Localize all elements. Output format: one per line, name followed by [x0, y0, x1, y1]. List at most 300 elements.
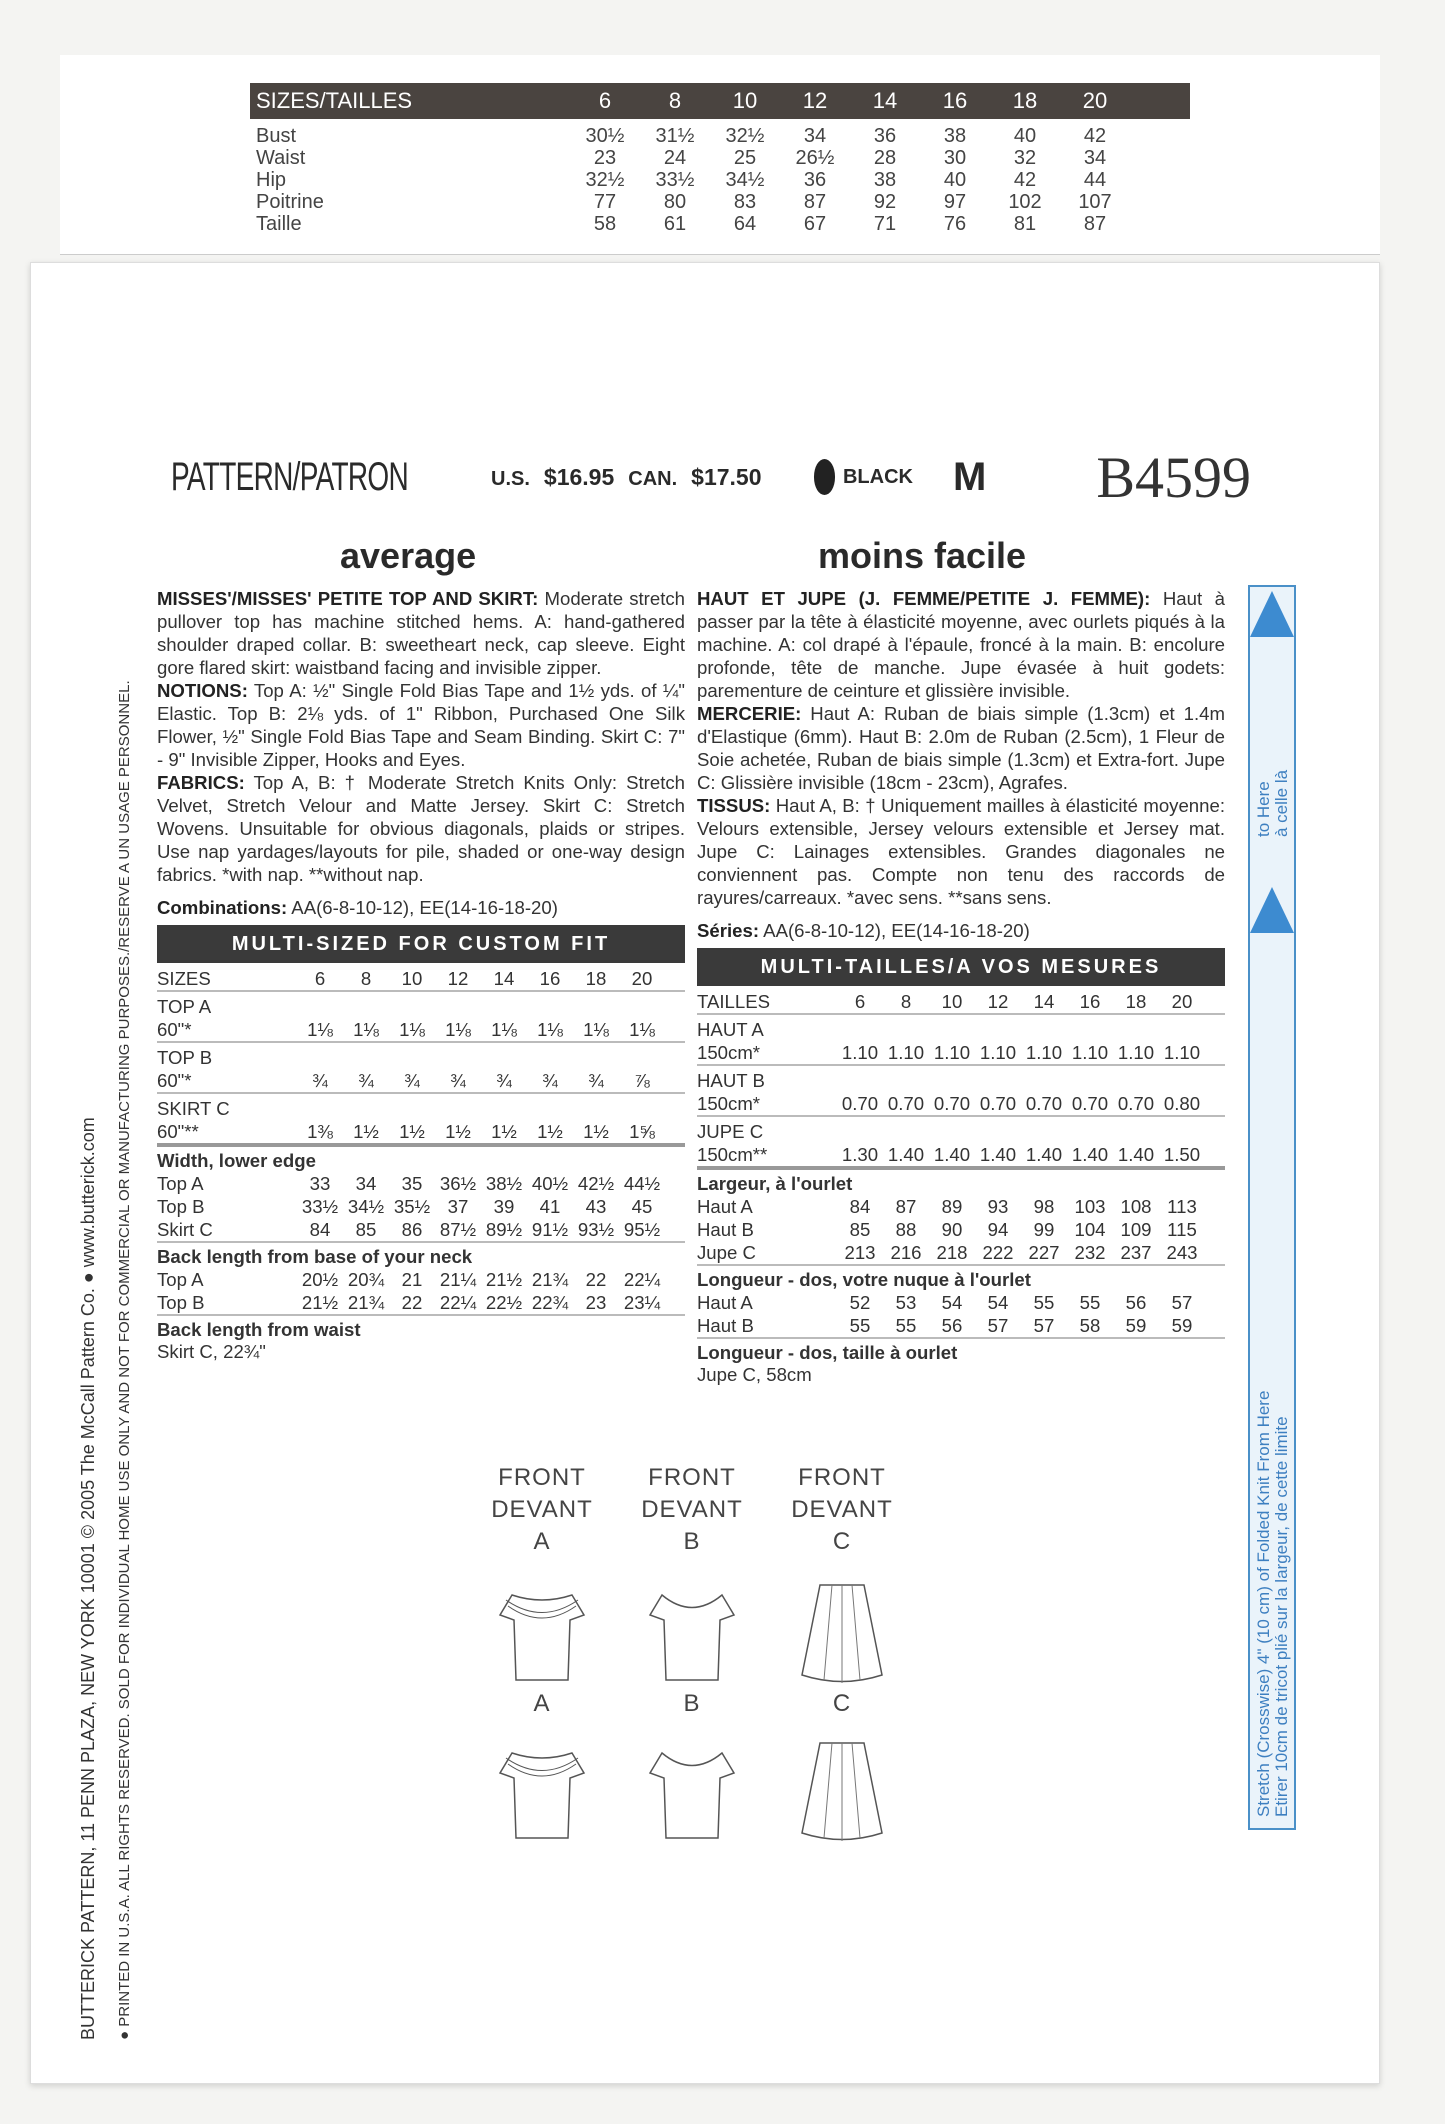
- yardage: ¾: [542, 1070, 558, 1091]
- yardage: 0.70: [933, 1093, 971, 1114]
- desc-text: Moderate stretch pullover top has machine stitched hems. A: hand-gathered shoulder draped collar. B: sweetheart neck, cap sleeve. Eight gore flared skirt: waistband facing and invisible zipper.: [157, 588, 686, 678]
- row-name: Jupe C: [697, 1242, 756, 1263]
- width_rows-row: [697, 1195, 1225, 1218]
- notions-text: Haut A: Ruban de biais simple (1.3cm) et 1.4m d'Elastique (6mm). Haut B: 2.0m de Ruban (2.5cm), 1 Fleur de Soie achetée, Ruban de biais simple (1.3cm) et Extra-fort. Jupe C: Glissière invisible (18cm - 23cm), Agrafes.: [697, 703, 1225, 793]
- cell: 26½: [795, 147, 835, 169]
- yardage: 1.10: [1071, 1042, 1109, 1063]
- cell: 83: [733, 191, 757, 213]
- yardage: ¾: [312, 1070, 328, 1091]
- view-name: TOP A: [157, 996, 212, 1017]
- measure: 108: [1120, 1196, 1152, 1217]
- yardage: 1.30: [841, 1144, 879, 1165]
- yardage: 0.70: [887, 1093, 925, 1114]
- yardage: 1⅜: [307, 1121, 333, 1142]
- cell: 40: [943, 169, 967, 191]
- yardage: 1.10: [1163, 1042, 1201, 1063]
- measure: 227: [1028, 1242, 1060, 1263]
- back_rows-row: [697, 1291, 1225, 1314]
- size: 6: [598, 88, 612, 113]
- yardage-row: [697, 1066, 1225, 1117]
- measure: 21¾: [531, 1269, 569, 1290]
- fabric-width: 150cm**: [697, 1144, 768, 1165]
- table-title: MULTI-TAILLES/A VOS MESURES: [697, 948, 1225, 986]
- yardage: 1.40: [979, 1144, 1017, 1165]
- measure: 52: [849, 1292, 871, 1313]
- english-column: [157, 587, 685, 1363]
- width_rows-row: [157, 1218, 685, 1241]
- combinations: [697, 919, 1225, 942]
- measure: 99: [1033, 1219, 1055, 1240]
- yardage-values: [697, 1143, 1225, 1166]
- difficulty-en: average: [340, 535, 477, 576]
- sizes-row: [697, 990, 1225, 1015]
- back_rows-row: [157, 1268, 685, 1291]
- size: 16: [539, 968, 561, 989]
- measure: 57: [1171, 1292, 1193, 1313]
- stretch-text: Stretch (Crosswise) 4" (10 cm) of Folded Knit From Here: [1254, 1390, 1273, 1817]
- cell: 64: [733, 213, 757, 235]
- top-sketch-icon: [642, 1738, 742, 1848]
- cell: 97: [943, 191, 967, 213]
- yardage: 1½: [491, 1121, 517, 1142]
- cell: 102: [1008, 191, 1042, 213]
- measure: 95½: [623, 1219, 661, 1240]
- yardage: 1.40: [1071, 1144, 1109, 1165]
- yardage: ¾: [450, 1070, 466, 1091]
- yardage: 1.40: [933, 1144, 971, 1165]
- measure: 33½: [301, 1196, 339, 1217]
- measure: 22¼: [623, 1269, 661, 1290]
- stretch-gauge: [1248, 585, 1296, 1830]
- cell: 33½: [655, 169, 695, 191]
- back_rows-title: Back length from base of your neck: [157, 1246, 473, 1267]
- yardage: 1⅛: [399, 1019, 425, 1040]
- cell: 34: [1083, 147, 1107, 169]
- yardage: 1.10: [979, 1042, 1017, 1063]
- size: 8: [360, 968, 372, 989]
- yardage: 0.70: [1025, 1093, 1063, 1114]
- yardage-row: [157, 1094, 685, 1147]
- size-chart-row: [250, 213, 1130, 235]
- measure: 115: [1167, 1219, 1197, 1240]
- measure: 88: [895, 1219, 917, 1240]
- cell: 77: [593, 191, 617, 213]
- color-label: BLACK: [842, 465, 913, 488]
- yardage: 1.10: [841, 1042, 879, 1063]
- skirt-sketch-icon: [792, 1738, 892, 1848]
- cell: 36: [803, 169, 827, 191]
- yardage-values: [157, 1018, 685, 1041]
- measure: 98: [1033, 1196, 1055, 1217]
- measure: 222: [982, 1242, 1014, 1263]
- view-label: [487, 1462, 597, 1558]
- french-column: [697, 587, 1225, 1386]
- combinations-value: AA(6-8-10-12), EE(14-16-18-20): [759, 920, 1030, 941]
- waist-value: Skirt C, 22¾": [157, 1341, 266, 1362]
- size-chart-row: [250, 191, 1130, 213]
- measure: 22: [401, 1292, 423, 1313]
- row-label: Bust: [256, 125, 297, 147]
- row-name: Haut B: [697, 1219, 754, 1240]
- back-view-letter: B: [683, 1690, 701, 1717]
- description: [157, 587, 685, 919]
- yardage: 1½: [445, 1121, 471, 1142]
- cell: 107: [1078, 191, 1112, 213]
- measure: 90: [941, 1219, 963, 1240]
- size: 10: [401, 968, 423, 989]
- view-letter: B: [683, 1528, 701, 1555]
- measure: 35½: [393, 1196, 431, 1217]
- yardage: 1⅛: [307, 1019, 333, 1040]
- devant-label: DEVANT: [641, 1496, 743, 1523]
- yardage: 1½: [399, 1121, 425, 1142]
- yardage: 1⅛: [583, 1019, 609, 1040]
- measure: 36½: [439, 1173, 477, 1194]
- measure: 35: [401, 1173, 423, 1194]
- waist-value: Jupe C, 58cm: [697, 1364, 812, 1385]
- view-name: JUPE C: [697, 1121, 764, 1142]
- row-name: Skirt C: [157, 1219, 213, 1240]
- desc-title: MISSES'/MISSES' PETITE TOP AND SKIRT:: [157, 588, 539, 609]
- row-label: Taille: [256, 213, 302, 235]
- measure: 55: [849, 1315, 871, 1336]
- size: 16: [942, 88, 968, 113]
- size: 20: [1082, 88, 1108, 113]
- yardage: 1⅝: [629, 1121, 655, 1142]
- yardage-row: [697, 1015, 1225, 1066]
- cell: 25: [733, 147, 757, 169]
- size: 14: [872, 88, 898, 113]
- cell: 24: [663, 147, 687, 169]
- width_rows-section: [157, 1150, 685, 1243]
- measure: 89½: [485, 1219, 523, 1240]
- width_rows-row: [157, 1195, 685, 1218]
- front-label: FRONT: [498, 1464, 586, 1491]
- combinations-label: Combinations:: [157, 897, 288, 918]
- size: 18: [585, 968, 607, 989]
- size-chart-row: [250, 125, 1130, 147]
- measure: 59: [1125, 1315, 1147, 1336]
- row-name: Top A: [157, 1269, 204, 1290]
- size-chart-strip: [60, 55, 1380, 255]
- cell: 71: [873, 213, 897, 235]
- us-price: $16.95: [543, 463, 615, 490]
- yardage-values: [697, 1092, 1225, 1115]
- measure: 37: [447, 1196, 469, 1217]
- size: 12: [802, 88, 828, 113]
- sizes-label: TAILLES: [697, 991, 771, 1012]
- measure: 103: [1074, 1196, 1106, 1217]
- notions-paragraph: [697, 702, 1225, 794]
- measure: 44½: [623, 1173, 661, 1194]
- measure: 87½: [439, 1219, 477, 1240]
- size-chart-row: [250, 169, 1130, 191]
- cell: 32: [1013, 147, 1037, 169]
- measure: 113: [1167, 1196, 1197, 1217]
- measure: 58: [1079, 1315, 1101, 1336]
- pattern-header: [171, 444, 1251, 510]
- row-name: Haut A: [697, 1292, 753, 1313]
- measure: 23¼: [623, 1292, 661, 1313]
- measure: 23: [585, 1292, 607, 1313]
- yardage: 1⅛: [445, 1019, 471, 1040]
- measure: 54: [941, 1292, 963, 1313]
- fabrics-title: FABRICS:: [157, 772, 245, 793]
- fabric-width: 60"*: [157, 1019, 192, 1040]
- cell: 80: [663, 191, 687, 213]
- to-here-text: to Here: [1254, 781, 1273, 837]
- measure: 20¾: [347, 1269, 385, 1290]
- cell: 34: [803, 125, 827, 147]
- measure: 216: [890, 1242, 922, 1263]
- top-sketch-icon: [642, 1580, 742, 1690]
- view-letter: C: [832, 1528, 852, 1555]
- fabrics-text: Haut A, B: † Uniquement mailles à élasticité moyenne: Velours extensible, Jersey velours extensible et Jersey mat. Jupe C: Lainages extensibles. Grandes diagonales ne conviennent pas. Compte non tenu des raccords de rayures/carreaux. *avec sens. **sans sens.: [697, 795, 1225, 908]
- cell: 61: [663, 213, 687, 235]
- yardage: ¾: [404, 1070, 420, 1091]
- measure: 38½: [485, 1173, 523, 1194]
- cell: 38: [873, 169, 897, 191]
- size-chart-row: [250, 147, 1130, 169]
- measure: 55: [1079, 1292, 1101, 1313]
- yardage-values: [697, 1041, 1225, 1064]
- fabric-width: 150cm*: [697, 1042, 761, 1063]
- cell: 81: [1013, 213, 1037, 235]
- measure: 55: [1033, 1292, 1055, 1313]
- yardage: 1½: [583, 1121, 609, 1142]
- yardage: 0.70: [1071, 1093, 1109, 1114]
- fabrics-paragraph: [157, 771, 685, 886]
- width_rows-title: Width, lower edge: [157, 1150, 316, 1171]
- measure: 22¾: [531, 1292, 569, 1313]
- measure: 85: [849, 1219, 871, 1240]
- notions-title: MERCERIE:: [697, 703, 802, 724]
- measure: 57: [1033, 1315, 1055, 1336]
- notions-title: NOTIONS:: [157, 680, 248, 701]
- measure: 104: [1074, 1219, 1106, 1240]
- pattern-number: B4599: [1096, 444, 1251, 510]
- size: 20: [631, 968, 653, 989]
- cell: 38: [943, 125, 967, 147]
- difficulty-fr: moins facile: [818, 535, 1027, 576]
- cell: 87: [803, 191, 827, 213]
- measure: 21¾: [347, 1292, 385, 1313]
- width_rows-row: [697, 1241, 1225, 1264]
- yardage: 1.10: [933, 1042, 971, 1063]
- yardage-values: [157, 1120, 685, 1143]
- measure: 56: [1125, 1292, 1147, 1313]
- yardage: 1½: [537, 1121, 563, 1142]
- view-name: TOP B: [157, 1047, 213, 1068]
- measure: 93½: [577, 1219, 615, 1240]
- cell: 34½: [725, 169, 765, 191]
- yardage: ¾: [588, 1070, 604, 1091]
- yardage: 0.70: [841, 1093, 879, 1114]
- cell: 31½: [655, 125, 695, 147]
- view-name: HAUT B: [697, 1070, 765, 1091]
- cell: 32½: [725, 125, 765, 147]
- measure: 84: [309, 1219, 331, 1240]
- desc-title: HAUT ET JUPE (J. FEMME/PETITE J. FEMME):: [697, 588, 1151, 609]
- yardage: 1.40: [887, 1144, 925, 1165]
- measure: 33: [309, 1173, 331, 1194]
- combinations-label: Séries:: [697, 920, 760, 941]
- size: 14: [493, 968, 515, 989]
- yardage: 1⅛: [353, 1019, 379, 1040]
- black-dot-icon: [814, 459, 835, 495]
- measure: 86: [401, 1219, 423, 1240]
- table-title: MULTI-SIZED FOR CUSTOM FIT: [157, 925, 685, 963]
- measure: 57: [987, 1315, 1009, 1336]
- back_rows-section: [157, 1246, 685, 1316]
- yardage: 0.80: [1163, 1093, 1201, 1114]
- yardage-row: [697, 1117, 1225, 1170]
- yardage: 1⅛: [537, 1019, 563, 1040]
- measure: 21¼: [439, 1269, 477, 1290]
- notions-paragraph: [157, 679, 685, 771]
- size: 8: [900, 991, 912, 1012]
- cell: 44: [1083, 169, 1107, 191]
- measure: 53: [895, 1292, 917, 1313]
- back-view-letter: C: [832, 1690, 852, 1717]
- row-name: Top B: [157, 1292, 205, 1313]
- measure: 59: [1171, 1315, 1193, 1336]
- yardage: 1.10: [1117, 1042, 1155, 1063]
- cell: 30: [943, 147, 967, 169]
- measure: 85: [355, 1219, 377, 1240]
- pattern-label: PATTERN/PATRON: [171, 454, 409, 499]
- yardage: 1.10: [1025, 1042, 1063, 1063]
- yardage: 1.40: [1117, 1144, 1155, 1165]
- view-label: [787, 1462, 897, 1558]
- measure: 218: [936, 1242, 968, 1263]
- row-label: Poitrine: [256, 191, 324, 213]
- size: 12: [987, 991, 1009, 1012]
- width_rows-section: [697, 1173, 1225, 1266]
- view-name: SKIRT C: [157, 1098, 230, 1119]
- row-label: Waist: [256, 147, 306, 169]
- to-here-text-fr: à celle là: [1272, 769, 1291, 837]
- back_rows-row: [157, 1291, 685, 1314]
- measure: 84: [849, 1196, 871, 1217]
- yardage: ⅞: [634, 1070, 650, 1091]
- cell: 42: [1013, 169, 1037, 191]
- fabrics-paragraph: [697, 794, 1225, 909]
- waist-title: Longueur - dos, taille à ourlet: [697, 1342, 958, 1363]
- view-label: [637, 1462, 747, 1558]
- fabrics-title: TISSUS:: [697, 795, 771, 816]
- width_rows-row: [697, 1218, 1225, 1241]
- back_rows-section: [697, 1269, 1225, 1339]
- yardage: ¾: [358, 1070, 374, 1091]
- rights-text: ● PRINTED IN U.S.A. ALL RIGHTS RESERVED. SOLD FOR INDIVIDUAL HOME USE ONLY AND NOT FOR COMMERCIAL OR MANUFACTURING PURPOSES./RESERVE A UN USAGE PERSONNEL.: [116, 680, 133, 2040]
- measure: 243: [1166, 1242, 1198, 1263]
- back_rows-title: Longueur - dos, votre nuque à l'ourlet: [697, 1269, 1031, 1290]
- yardage: 1⅛: [629, 1019, 655, 1040]
- yardage-table: [157, 925, 685, 1363]
- measure: 87: [895, 1196, 917, 1217]
- publisher-text: BUTTERICK PATTERN, 11 PENN PLAZA, NEW YORK 10001 © 2005 The McCall Pattern Co. ● www.butterick.com: [78, 1117, 98, 2040]
- yardage: 1.40: [1025, 1144, 1063, 1165]
- measure: 45: [631, 1196, 653, 1217]
- size-range: M: [952, 454, 987, 499]
- desc-paragraph: [157, 587, 685, 679]
- measure: 91½: [531, 1219, 569, 1240]
- size-chart-header: [250, 83, 1190, 119]
- measure: 94: [987, 1219, 1009, 1240]
- devant-label: DEVANT: [491, 1496, 593, 1523]
- yardage: ¾: [496, 1070, 512, 1091]
- cell: 30½: [585, 125, 625, 147]
- yardage-values: [157, 1069, 685, 1092]
- stretch-text-fr: Etirer 10cm de tricot plié sur la largeur, de cette limite: [1272, 1416, 1291, 1817]
- row-label: Hip: [256, 169, 287, 191]
- measure: 21½: [485, 1269, 523, 1290]
- top-sketch-icon: [492, 1738, 592, 1848]
- sizes-row: [157, 967, 685, 992]
- skirt-sketch-icon: [792, 1580, 892, 1690]
- measure: 22½: [485, 1292, 523, 1313]
- arrow-up-icon: [1250, 887, 1294, 933]
- yardage-table: [697, 948, 1225, 1386]
- measure: 93: [987, 1196, 1009, 1217]
- sizes-label: SIZES: [157, 968, 211, 989]
- measure: 21: [401, 1269, 423, 1290]
- size: 20: [1171, 991, 1193, 1012]
- cell: 40: [1013, 125, 1037, 147]
- size-chart-rows: [250, 125, 1130, 235]
- size: 6: [314, 968, 326, 989]
- us-label: U.S.: [491, 467, 530, 490]
- yardage: 0.70: [979, 1093, 1017, 1114]
- can-label: CAN.: [628, 467, 678, 490]
- fabric-width: 60"*: [157, 1070, 192, 1091]
- size: 10: [732, 88, 758, 113]
- combinations: [157, 896, 685, 919]
- width_rows-row: [157, 1172, 685, 1195]
- yardage: 1½: [353, 1121, 379, 1142]
- yardage: 1.10: [887, 1042, 925, 1063]
- price: [491, 464, 762, 491]
- cell: 42: [1083, 125, 1107, 147]
- cell: 23: [593, 147, 617, 169]
- measure: 40½: [531, 1173, 569, 1194]
- front-label: FRONT: [798, 1464, 886, 1491]
- measure: 20½: [301, 1269, 339, 1290]
- measure: 213: [844, 1242, 876, 1263]
- combinations-value: AA(6-8-10-12), EE(14-16-18-20): [287, 897, 558, 918]
- measure: 232: [1074, 1242, 1106, 1263]
- row-name: Haut B: [697, 1315, 754, 1336]
- measure: 39: [493, 1196, 515, 1217]
- cell: 76: [943, 213, 967, 235]
- notions-text: Top A: ½" Single Fold Bias Tape and 1½ yds. of ¼" Elastic. Top B: 2⅛ yds. of 1" Ribbon, Purchased One Silk Flower, ½" Single Fold Bias Tape and Seam Binding. Skirt C: 7" - 9" Invisible Zipper, Hooks and Eyes.: [157, 680, 685, 770]
- measure: 43: [585, 1196, 607, 1217]
- size: 6: [854, 991, 866, 1012]
- measure: 89: [941, 1196, 963, 1217]
- width_rows-title: Largeur, à l'ourlet: [697, 1173, 853, 1194]
- measure: 42½: [577, 1173, 615, 1194]
- size: 14: [1033, 991, 1055, 1012]
- measure: 237: [1120, 1242, 1152, 1263]
- size: 8: [668, 88, 682, 113]
- desc-paragraph: [697, 587, 1225, 702]
- cell: 67: [803, 213, 827, 235]
- yardage: 1⅛: [491, 1019, 517, 1040]
- can-price: $17.50: [691, 463, 762, 490]
- arrow-up-icon: [1250, 591, 1294, 637]
- size: 12: [447, 968, 469, 989]
